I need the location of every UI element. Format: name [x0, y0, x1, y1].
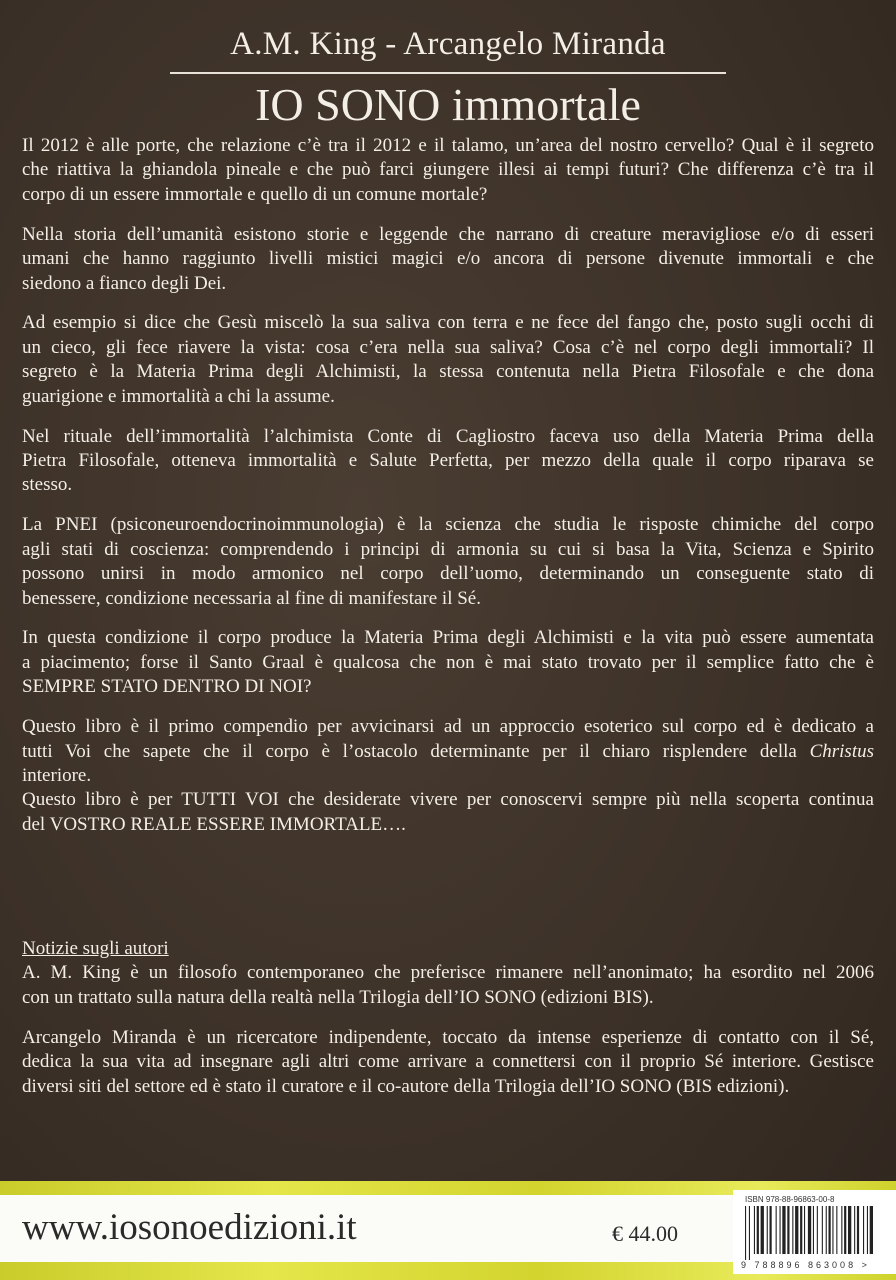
barcode-bar	[787, 1206, 789, 1254]
text-line: che riattiva la ghiandola pineale e che può farci giungere illesi ai tempi futuri? Che differenza c’è tra il	[22, 159, 874, 181]
barcode-bar	[767, 1206, 768, 1254]
barcode-bar	[804, 1206, 805, 1254]
barcode-bar	[832, 1206, 833, 1254]
author-notes	[22, 937, 874, 1114]
barcode-bar	[826, 1206, 827, 1254]
text-line: Questo libro è per TUTTI VOI che desiderate vivere per conoscervi sempre più nella scoperta continua	[22, 789, 874, 811]
text-line: Pietra Filosofale, otteneva immortalità e Salute Perfetta, per mezzo della quale il corpo riparava se	[22, 449, 874, 471]
barcode-bar	[782, 1206, 785, 1254]
barcode-bar	[848, 1206, 851, 1254]
paragraph	[22, 626, 874, 699]
isbn: ISBN 978-88-96863-00-8	[745, 1195, 835, 1204]
paragraph	[22, 1026, 874, 1099]
paragraph	[22, 513, 874, 611]
barcode-bar	[867, 1206, 868, 1254]
barcode-bar	[776, 1206, 777, 1254]
barcode	[733, 1190, 896, 1274]
barcode-bar	[857, 1206, 859, 1254]
paragraph	[22, 311, 874, 409]
barcode-bar	[792, 1206, 793, 1254]
barcode-bar	[754, 1206, 755, 1254]
text-line: In questa condizione il corpo produce la Materia Prima degli Alchimisti e la vita può essere aumentata	[22, 627, 874, 649]
price: € 44.00	[612, 1221, 678, 1246]
text-line: La PNEI (psiconeuroendocrinoimmunologia) è la scienza che studia le risposte chimiche del corpo	[22, 514, 874, 536]
text-line: segreto è la Materia Prima degli Alchimisti, la stessa contenuta nella Pietra Filosofale e che dona	[22, 361, 874, 383]
text-line: corpo di un essere immortale e quello di un comune mortale?	[22, 183, 488, 205]
text-line: guarigione e immortalità a chi la assume.	[22, 385, 335, 407]
paragraph	[22, 134, 874, 207]
barcode-bar	[813, 1206, 814, 1254]
barcode-bar	[841, 1206, 842, 1254]
book-title: IO SONO immortale	[255, 79, 641, 130]
text-line: con un trattato sulla natura della realtà nella Trilogia dell’IO SONO (edizioni BIS).	[22, 986, 654, 1008]
text-line: diversi siti del settore ed è stato il curatore e il co-autore della Trilogia dell’IO SONO (BIS edizioni).	[22, 1075, 790, 1097]
text-line: umani che hanno raggiunto livelli mistici magici e/o ancora di persone divenute immortali e che	[22, 248, 874, 270]
barcode-number: 9 788896 863008 >	[741, 1260, 870, 1270]
text-line: stesso.	[22, 474, 73, 496]
paragraph	[22, 425, 874, 498]
text-line: tutti Voi che sapete che il corpo è l’ostacolo determinante per il chiaro risplendere della Christus	[22, 740, 874, 762]
barcode-bar	[770, 1206, 772, 1254]
title-rule	[170, 72, 726, 74]
blurb	[22, 134, 874, 853]
barcode-bar	[844, 1206, 846, 1254]
barcode-bar	[817, 1206, 818, 1254]
text-line: interiore.	[22, 764, 92, 786]
barcode-bar	[836, 1206, 837, 1254]
barcode-bar	[745, 1206, 746, 1260]
paragraph	[22, 223, 874, 296]
text-line: siedono a fianco degli Dei.	[22, 272, 227, 294]
barcode-bar	[795, 1206, 798, 1254]
text-line: del VOSTRO REALE ESSERE IMMORTALE….	[22, 813, 406, 835]
text-line: dedica la sua vita ad insegnare agli altri come arrivare a connettersi con il proprio Sé interiore. Gestisce	[22, 1051, 874, 1073]
text-line: A. M. King è un filosofo contemporaneo che preferisce rimanere nell’anonimato; ha esordito nel 2006	[22, 962, 874, 984]
barcode-bars	[745, 1206, 875, 1260]
text-line: benessere, condizione necessaria al fine di manifestare il Sé.	[22, 587, 481, 609]
barcode-bar	[780, 1206, 781, 1254]
barcode-bar	[761, 1206, 764, 1254]
author-notes-heading: Notizie sugli autori	[22, 938, 169, 959]
text-line: Nella storia dell’umanità esistono storie e leggende che narrano di creature meravigliose e/o di esseri	[22, 223, 874, 245]
barcode-bar	[822, 1206, 823, 1254]
text-line: possono unirsi in modo armonico nel corpo dell’uomo, determinando un conseguente stato di	[22, 563, 874, 585]
paragraph	[22, 715, 874, 788]
paragraph	[22, 961, 874, 1010]
text-line: Il 2012 è alle porte, che relazione c’è tra il 2012 e il talamo, un’area del nostro cervello? Qual è il segreto	[22, 135, 874, 156]
text-line: Nel rituale dell’immortalità l’alchimista Conte di Cagliostro faceva uso della Materia Prima della	[22, 425, 874, 447]
barcode-bar	[870, 1206, 873, 1254]
barcode-bar	[757, 1206, 759, 1254]
text-line: Ad esempio si dice che Gesù miscelò la sua saliva con terra e ne fece del fango che, posto sugli occhi di	[22, 312, 874, 334]
barcode-bar	[829, 1206, 831, 1254]
barcode-bar	[808, 1206, 811, 1254]
text-line: Questo libro è il primo compendio per avvicinarsi ad un approccio esoterico sul corpo ed è dedicato a	[22, 716, 874, 738]
text-line: SEMPRE STATO DENTRO DI NOI?	[22, 676, 312, 698]
authors: A.M. King - Arcangelo Miranda	[230, 26, 666, 62]
publisher-url[interactable]: www.iosonoedizioni.it	[22, 1207, 357, 1248]
text-line: a piacimento; forse il Santo Graal è qualcosa che non è mai stato trovato per il semplice fatto che è	[22, 651, 874, 673]
barcode-bar	[863, 1206, 864, 1254]
italic-word: Christus	[809, 740, 874, 762]
barcode-bar	[854, 1206, 855, 1254]
text-line: un cieco, gli fece riavere la vista: cosa c’era nella sua saliva? Cosa c’è nel corpo degli immortali? Il	[22, 336, 874, 358]
text-line: agli stati di coscienza: comprendendo i principi di armonia su cui si basa la Vita, Scienza e Spirito	[22, 538, 874, 560]
barcode-bar	[800, 1206, 802, 1254]
barcode-bar	[749, 1206, 750, 1260]
text-line: Arcangelo Miranda è un ricercatore indipendente, toccato da intense esperienze di contatto con il Sé,	[22, 1026, 874, 1048]
paragraph	[22, 788, 874, 837]
